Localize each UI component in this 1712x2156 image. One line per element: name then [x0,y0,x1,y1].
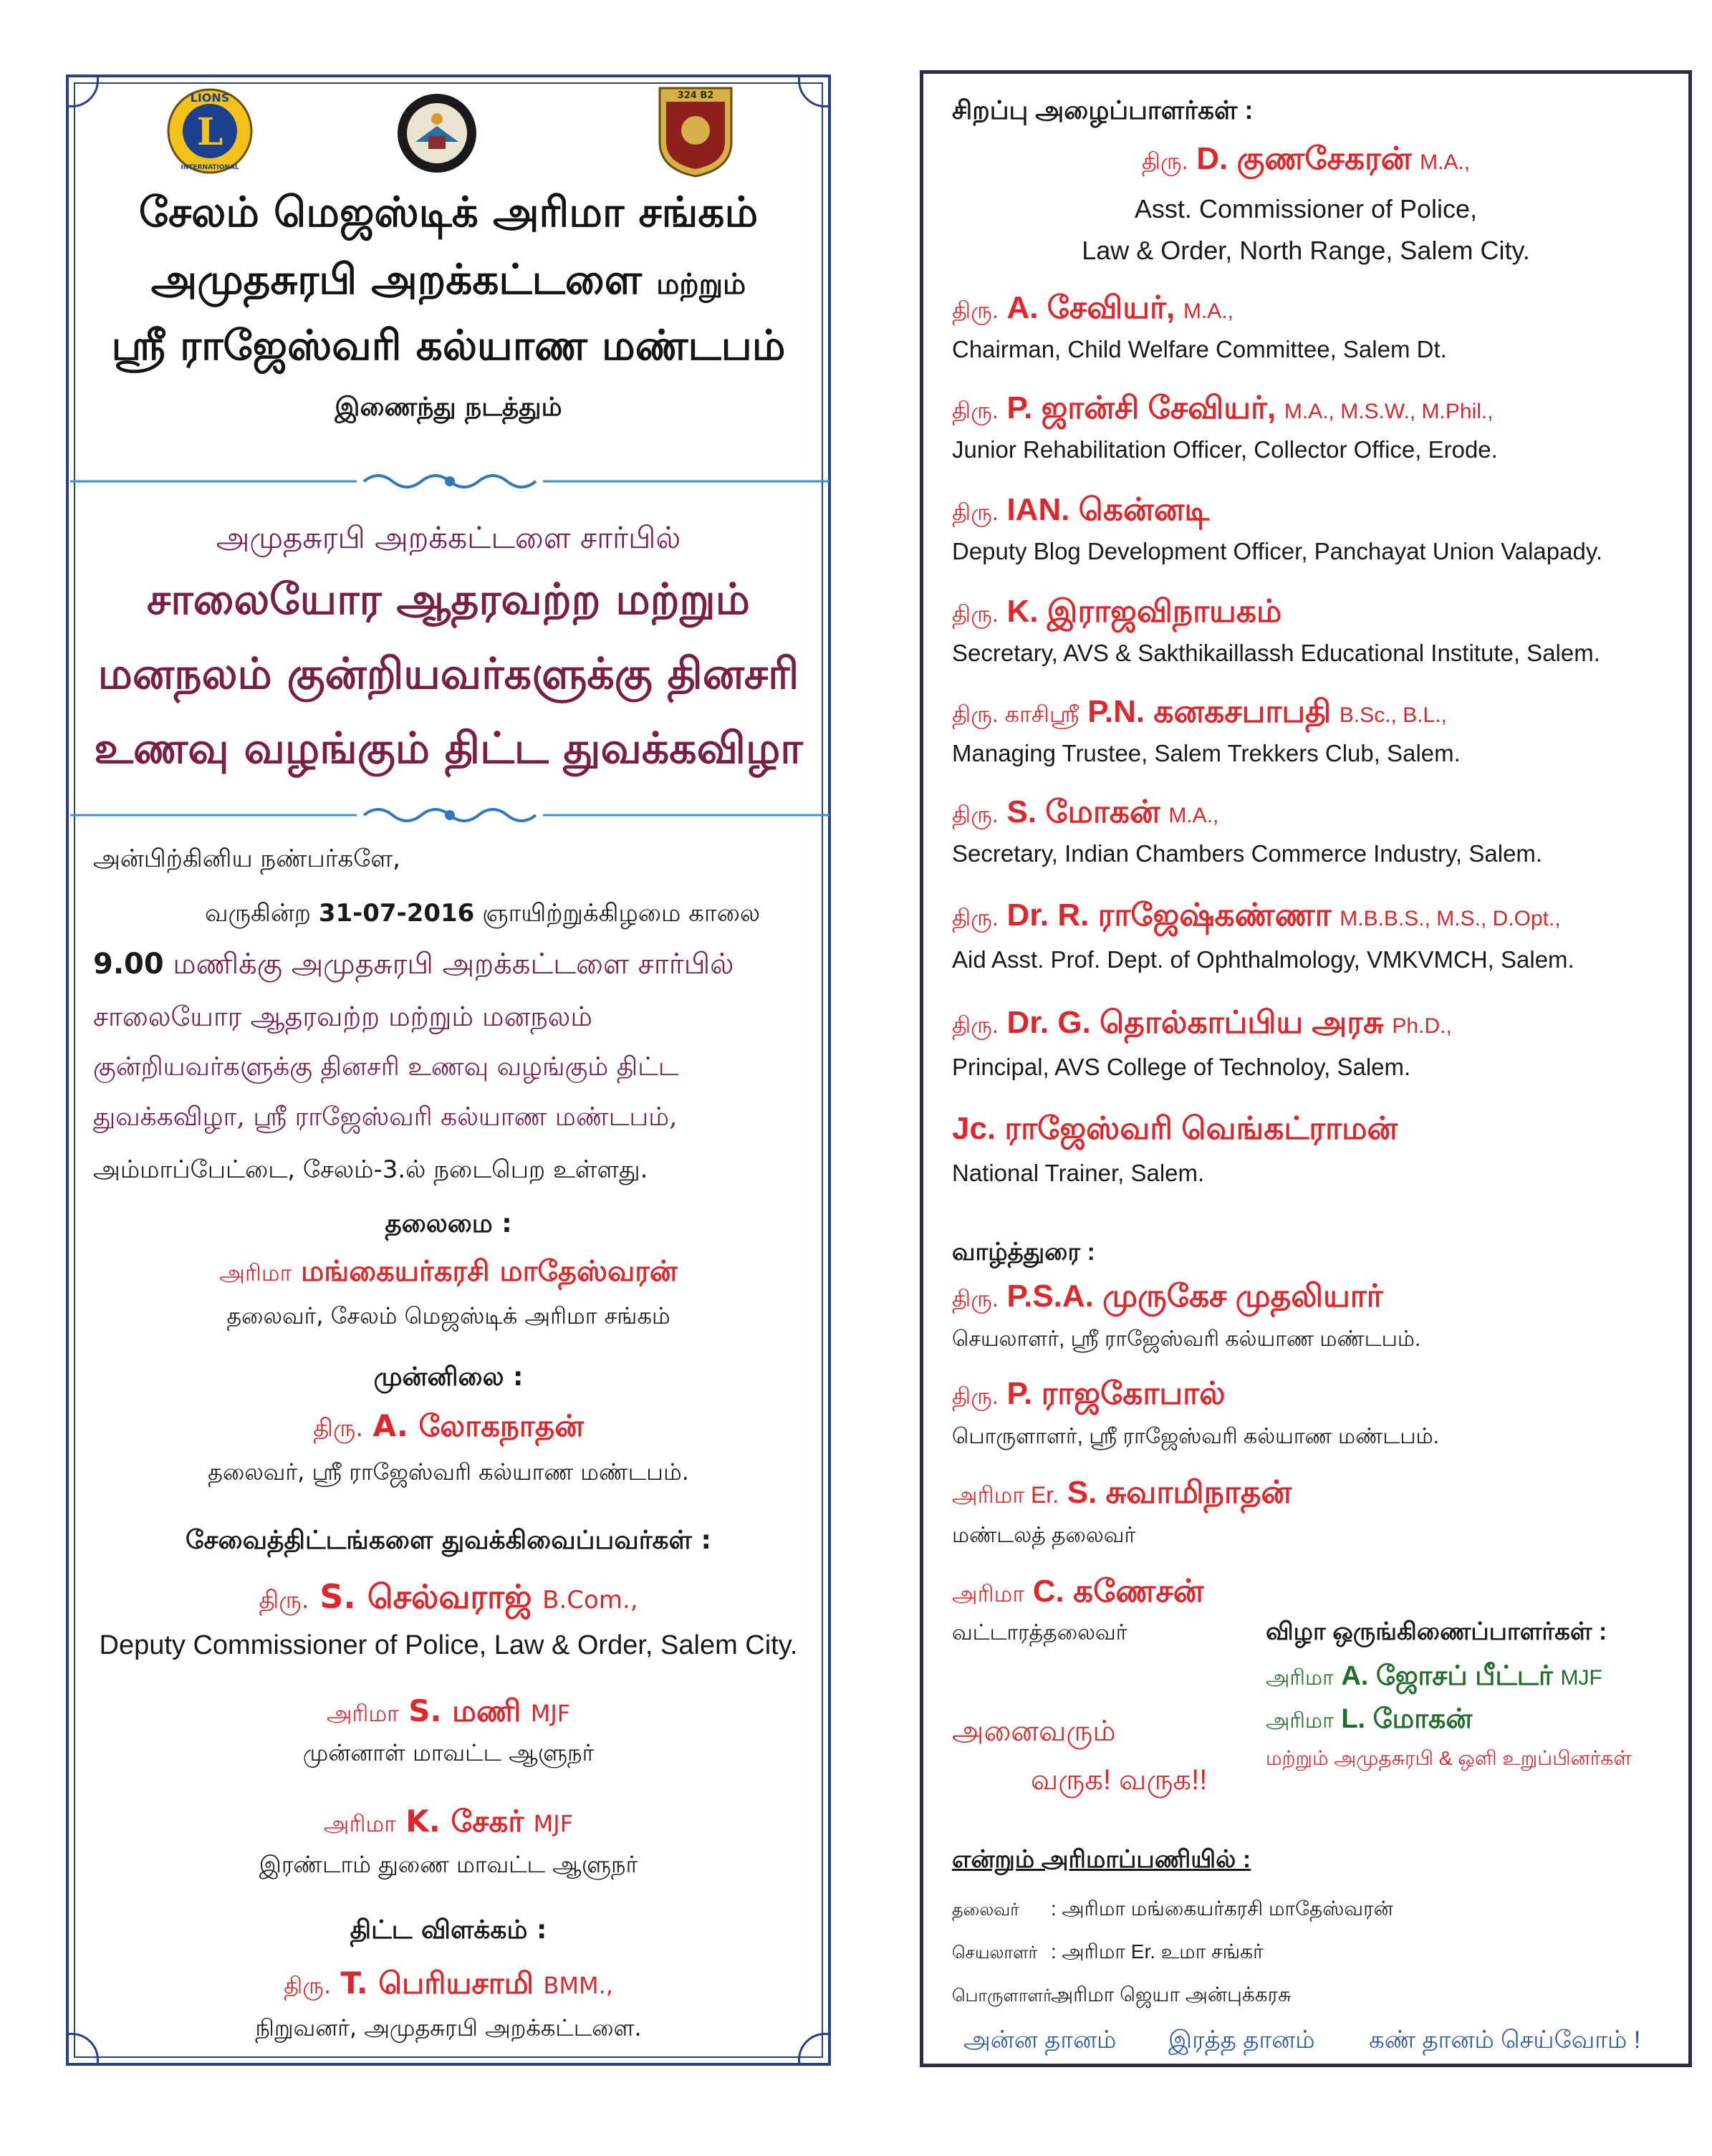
guest-name [952,694,1447,734]
degree: MJF [530,1700,571,1727]
person-name: P.N. கனகசபாபதி [1087,694,1332,729]
guest-name [952,290,1233,330]
ornamental-divider [70,467,829,496]
service-label: என்றும் அரிமாப்பணியில் : [952,1846,1251,1873]
degree: B.Sc., B.L., [1339,703,1447,727]
degree: BMM., [543,1972,613,1999]
ornamental-divider [70,801,829,829]
person-name: K. இராஜவிநாயகம் [1006,594,1282,629]
guest-name [952,897,1561,938]
person-name: மங்கையர்கரசி மாதேஸ்வரன் [301,1255,678,1288]
office-bearer-name: அரிமா ஜெயா அன்புக்கரசு [1051,1983,1292,2006]
amudhasurabi-trust-logo [394,90,480,179]
office-bearer-name: : அரிமா Er. உமா சங்கர் [1051,1940,1264,1963]
guest-role: Junior Rehabilitation Officer, Collector Office, Erode. [952,436,1498,463]
inaugurator-2-name [69,1693,828,1733]
guest-name [952,794,1218,834]
degree: MJF [1560,1666,1602,1690]
title-prefix: திரு. [952,802,999,827]
degree: M.A., [1420,150,1471,174]
guest-name [923,141,1688,181]
footer-slogan-1: அன்ன தானம் [963,2026,1117,2054]
title-prefix: அரிமா [219,1259,292,1286]
title-prefix: திரு. [952,398,999,423]
guest-role: Law & Order, North Range, Salem City. [1082,236,1530,265]
organizer-title-3: ஸ்ரீ ராஜேஸ்வரி கல்யாண மண்டபம் [111,321,786,370]
person-name: P. ஜான்சி சேவியர், [1006,390,1276,425]
title-prefix: அரிமா [326,1700,399,1727]
right-invitation-panel [920,70,1692,2067]
body-text: ஞாயிற்றுக்கிழமை காலை [482,899,761,928]
title-prefix: திரு. [952,297,999,323]
title-prefix: திரு. [952,1012,999,1038]
guest-role: Secretary, AVS & Sakthikaillassh Educational Institute, Salem. [952,640,1600,666]
welcome-line-1: அனைவரும் [952,1715,1116,1747]
person-name: S. செல்வராஜ் [319,1577,532,1616]
office-bearer-role: தலைவர் [952,1900,1019,1920]
body-line-4: குன்றியவர்களுக்கு தினசரி உணவு வழங்கும் திட்ட [93,1052,679,1082]
body-line-3: சாலையோர ஆதரவற்ற மற்றும் மனநலம் [93,1001,592,1032]
person-name: A. சேவியர், [1006,290,1175,325]
felicitator-role: மண்டலத் தலைவர் [952,1524,1136,1547]
title-prefix: அரிமா [1266,1666,1334,1690]
person-name: S. மோகன் [1006,794,1160,829]
guest-role: Chairman, Child Welfare Committee, Salem Dt. [952,336,1447,362]
person-name: Dr. R. ராஜேஷ்கண்ணா [1006,897,1332,933]
body-line-5: துவக்கவிழா, ஸ்ரீ ராஜேஸ்வரி கல்யாண மண்டபம், [93,1102,678,1132]
degree: M.A., [1183,299,1233,323]
body-text: வருகின்ற [205,899,312,928]
felicitator-role: செயலாளர், ஸ்ரீ ராஜேஸ்வரி கல்யாண மண்டபம். [952,1327,1421,1351]
guest-role: Managing Trustee, Salem Trekkers Club, Salem. [952,740,1461,766]
event-sub: அமுதசுரபி அறக்கட்டளை சார்பில் [216,520,681,555]
inaugurator-1-role: Deputy Commissioner of Police, Law & Order, Salem City. [99,1630,798,1660]
degree: M.B.B.S., M.S., D.Opt., [1340,907,1561,930]
title-prefix: திரு. [1141,148,1188,174]
person-name: S. மணி [408,1693,521,1728]
jointly-conduct: இணைந்து நடத்தும் [335,393,562,422]
title-prefix: திரு. [952,601,999,627]
presence-name [69,1408,828,1448]
greeting: அன்பிற்கினிய நண்பர்களே, [93,844,400,873]
svg-text:324 B2: 324 B2 [677,90,714,101]
inaugurator-3-role: இரண்டாம் துணை மாவட்ட ஆளுநர் [259,1851,638,1878]
felicitator-name [952,1475,1292,1515]
event-title-3: உணவு வழங்கும் திட்ட துவக்கவிழா [94,723,803,774]
coordinators-label: விழா ஒருங்கிணைப்பாளர்கள் : [1266,1618,1607,1645]
person-name: K. சேகர் [405,1804,524,1839]
felicitator-name [952,1574,1203,1614]
body-line-6: அம்மாப்பேட்டை, சேலம்-3.ல் நடைபெற உள்ளது. [93,1155,648,1184]
guest-name [952,492,1209,532]
corner-ornament [44,53,99,107]
svg-text:INTERNATIONAL: INTERNATIONAL [181,164,239,171]
person-name: S. சுவாமிநாதன் [1067,1475,1292,1510]
inaugurator-1-name [69,1577,828,1621]
organizer-title-1: சேலம் மெஜஸ்டிக் அரிமா சங்கம் [138,188,759,236]
title-prefix: திரு. [284,1972,332,1999]
presided-role: தலைவர், சேலம் மெஜஸ்டிக் அரிமா சங்கம் [226,1302,670,1329]
left-invitation-panel [66,74,831,2066]
felicitation-label: வாழ்த்துரை : [952,1238,1095,1266]
inaugurators-label: சேவைத்திட்டங்களை துவக்கிவைப்பவர்கள் : [186,1526,711,1555]
guest-name [952,1005,1452,1045]
guest-role: Principal, AVS College of Technoloy, Salem. [952,1054,1411,1080]
title-prefix: அரிமா [323,1810,396,1837]
presided-label: தலைமை : [385,1209,512,1238]
title-prefix: திரு. காசிஸ்ரீ [952,701,1079,727]
svg-text:LIONS: LIONS [190,91,230,105]
degree: Ph.D., [1392,1014,1452,1038]
presence-label: முன்னிலை : [373,1362,524,1392]
felicitator-role: வட்டாரத்தலைவர் [952,1621,1127,1645]
welcome-line-2: வருக! வருக!! [1031,1764,1208,1796]
event-date: 31-07-2016 [318,899,475,928]
event-title-1: சாலையோர ஆதரவற்ற மற்றும் [147,574,750,625]
organizer-title-2 [69,255,828,309]
guest-name [952,1111,1398,1151]
footer-slogan-2: இரத்த தானம் [1168,2026,1315,2054]
title-prefix: திரு. [952,499,999,525]
inaugurator-3-name [69,1804,828,1843]
district-shield-logo [656,85,735,182]
person-name: P. ராஜகோபால் [1006,1376,1226,1411]
guest-role: Aid Asst. Prof. Dept. of Ophthalmology, VMKVMCH, Salem. [952,946,1574,973]
title-prefix: திரு. [952,905,999,930]
person-name: A. லோகநாதன் [372,1408,584,1443]
trust-name: அமுதசுரபி அறக்கட்டளை [150,255,642,304]
degree: B.Com., [542,1586,638,1614]
footer-slogan-3: கண் தானம் செய்வோம் ! [1369,2026,1641,2054]
office-bearer-role: செயலாளர் [952,1943,1038,1963]
body-text: மணிக்கு அமுதசுரபி அறக்கட்டளை சார்பில் [173,948,734,981]
title-prefix: திரு. [313,1414,364,1443]
guest-name [952,594,1281,634]
corner-ornament [798,53,852,107]
lions-logo [163,85,256,181]
person-name: P.S.A. முருகேச முதலியார் [1006,1279,1383,1314]
explain-role: நிறுவனர், அமுதசுரபி அறக்கட்டளை. [255,2014,642,2041]
explain-label: திட்ட விளக்கம் : [350,1915,547,1945]
person-name: Dr. G. தொல்காப்பிய அரசு [1006,1005,1384,1040]
degree: M.A., M.S.W., M.Phil., [1284,400,1494,423]
office-bearer-name: : அரிமா மங்கையர்கரசி மாதேஸ்வரன் [1051,1897,1393,1920]
felicitator-name [952,1376,1226,1416]
person-name: Jc. ராஜேஸ்வரி வெங்கட்ராமன் [952,1111,1398,1146]
degree: M.A., [1168,804,1219,827]
presided-name [69,1255,828,1291]
coordinator-name [1266,1661,1602,1695]
person-name: T. பெரியசாமி [340,1965,534,2001]
person-name: C. கணேசன் [1032,1574,1204,1609]
body-line-1 [205,899,761,928]
person-name: IAN. கென்னடி [1006,492,1210,527]
guest-role: Asst. Commissioner of Police, [1134,194,1478,223]
svg-text:L: L [196,110,223,154]
title-prefix: அரிமா Er. [952,1482,1059,1508]
office-bearer-role: பொருளாளர் : [952,1986,1062,2006]
coordinator-name [1266,1704,1472,1738]
felicitator-name [952,1279,1383,1319]
and-word: மற்றும் [656,268,746,301]
guest-role: Secretary, Indian Chambers Commerce Industry, Salem. [952,840,1543,867]
person-name: A. ஜோசப் பீட்டர் [1341,1661,1553,1691]
felicitator-role: பொருளாளர், ஸ்ரீ ராஜேஸ்வரி கல்யாண மண்டபம். [952,1425,1440,1448]
event-title-2: மனநலம் குன்றியவர்களுக்கு தினசரி [97,649,799,699]
inaugurator-2-role: முன்னாள் மாவட்ட ஆளுநர் [302,1739,595,1766]
guest-role: Deputy Blog Development Officer, Panchayat Union Valapady. [952,538,1603,564]
body-line-2 [93,948,734,981]
guest-role: National Trainer, Salem. [952,1160,1205,1186]
person-name: D. குணசேகரன் [1196,141,1412,176]
explain-name [69,1965,828,2005]
title-prefix: திரு. [952,1286,999,1312]
title-prefix: அரிமா [952,1581,1025,1607]
title-prefix: அரிமா [1266,1709,1334,1733]
coordinator-members: மற்றும் அமுதசுரபி & ஒளி உறுப்பினர்கள் [1266,1747,1632,1769]
title-prefix: திரு. [952,1383,999,1409]
guests-label: சிறப்பு அழைப்பாளர்கள் : [952,95,1254,125]
degree: MJF [533,1810,574,1837]
title-prefix: திரு. [259,1586,309,1614]
person-name: L. மோகன் [1341,1704,1473,1734]
event-time: 9.00 [93,948,164,981]
presence-role: தலைவர், ஸ்ரீ ராஜேஸ்வரி கல்யாண மண்டபம். [208,1458,689,1486]
guest-name [952,390,1494,430]
